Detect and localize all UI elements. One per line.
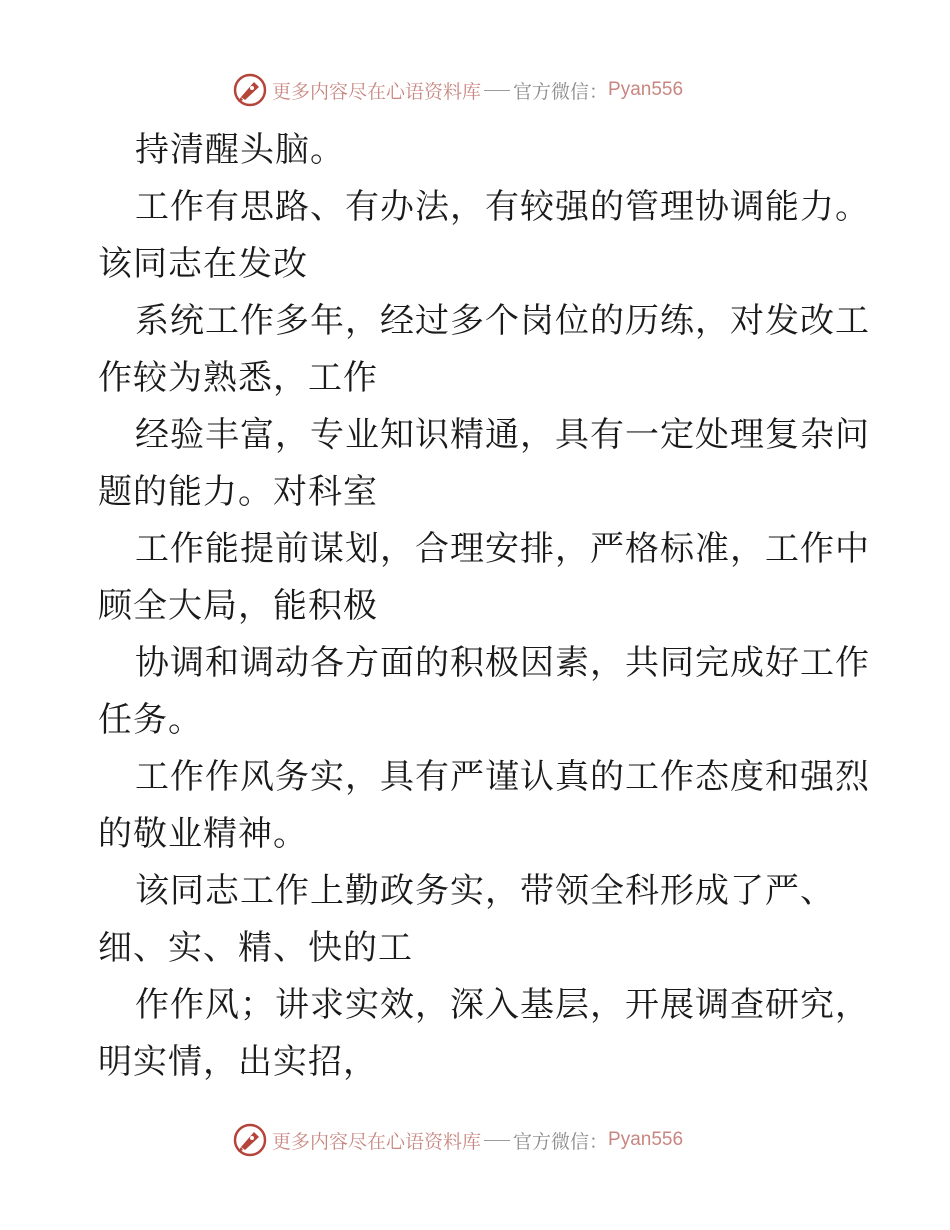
body-line-15: 细、实、精、快的工 [98, 928, 413, 968]
body-line-5: 作较为熟悉，工作 [98, 358, 378, 398]
body-line-13: 的敬业精神。 [98, 814, 308, 854]
banner-official-label: 官方微信： [513, 80, 609, 103]
banner-official-label: 官方微信： [513, 1130, 609, 1153]
body-line-3: 该同志在发改 [98, 244, 308, 284]
body-line-4: 系统工作多年，经过多个岗位的历练，对发改工 [135, 301, 870, 341]
banner-dash [484, 1140, 510, 1141]
header-banner [232, 72, 752, 108]
pen-nib-logo-icon [232, 72, 268, 108]
document-body [98, 122, 870, 1091]
footer-banner [232, 1122, 752, 1158]
banner-text: 更多内容尽在心语资料库 [272, 1130, 482, 1153]
body-line-10: 协调和调动各方面的积极因素，共同完成好工作 [135, 643, 870, 683]
body-line-11: 任务。 [98, 700, 203, 740]
body-line-1: 持清醒头脑。 [135, 130, 345, 170]
body-line-9: 顾全大局，能积极 [98, 586, 378, 626]
pen-nib-logo-icon [232, 1122, 268, 1158]
body-line-14: 该同志工作上勤政务实，带领全科形成了严、 [135, 871, 835, 911]
body-line-7: 题的能力。对科室 [98, 472, 378, 512]
body-line-12: 工作作风务实，具有严谨认真的工作态度和强烈 [135, 757, 870, 797]
body-line-16: 作作风；讲求实效，深入基层，开展调查研究， [135, 985, 870, 1025]
banner-text: 更多内容尽在心语资料库 [272, 80, 482, 103]
body-line-8: 工作能提前谋划，合理安排，严格标准，工作中 [135, 529, 870, 569]
banner-wechat-id: Pyan556 [608, 1129, 684, 1150]
body-line-17: 明实情，出实招， [98, 1042, 378, 1082]
body-line-6: 经验丰富，专业知识精通，具有一定处理复杂问 [135, 415, 870, 455]
banner-dash [484, 90, 510, 91]
banner-wechat-id: Pyan556 [608, 79, 684, 100]
body-line-2: 工作有思路、有办法，有较强的管理协调能力。 [135, 187, 870, 227]
